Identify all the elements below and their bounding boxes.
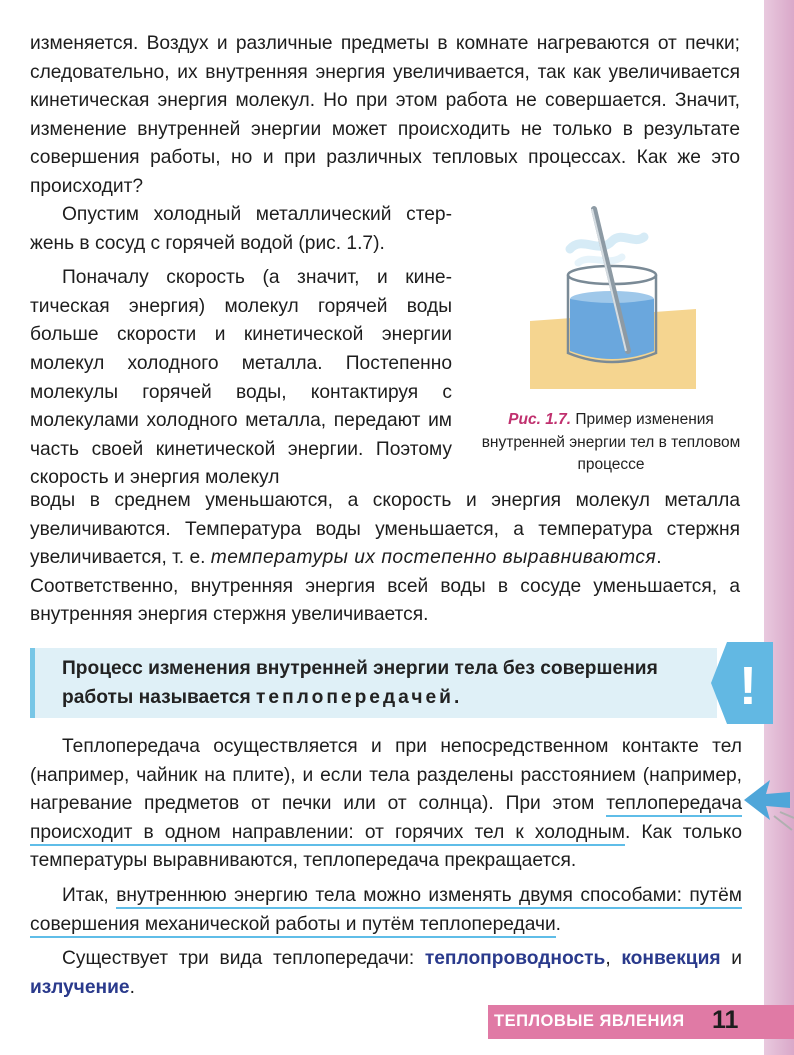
paragraph-temperature-end: . [656,547,662,569]
definition-start: Процесс изменения внутренней энергии тела без совершения работы называется [62,658,658,708]
types-end: . [129,976,135,998]
figure-beaker-illustration [530,205,696,389]
types-start: Существует три вида теплопередачи: [62,948,425,970]
arrow-ray [774,816,792,830]
definition-text [62,655,702,712]
types-and: и [720,948,742,970]
water [570,299,654,359]
paragraph-molecules: Поначалу скорость (а значит, и кинетическая энергия) молекул горячей воды больше скорости и кинетической энергии молекул холодного металла. Постепенно молекулы горячей воды, контактируя с молекулами холодного металла, передают им часть своей кинетической энергии. Поэтому скорость и энергия молекул [30,267,452,489]
underlined-statement: теплопередача происходит в одном направлении: от горячих тел к холодным [30,793,742,846]
text-block-top [30,30,740,202]
page-edge-strip [764,0,794,1055]
definition-end: . [453,686,460,708]
term-radiation: излучение [30,976,130,998]
arrow-ray [780,812,794,818]
text-block-continued [30,487,740,630]
heat-transfer-end: . Как только температуры выравниваются, теплопередача прекращается. [30,821,742,872]
steam [578,257,622,263]
paragraph-temperature-start: воды в среднем уменьшаются, а скорость и энергия молекул металла увеличиваются. Температура воды уменьшается, а температура стержня увеличивается, т. е. [30,490,740,569]
text-block-wrapped [30,201,452,493]
types-separator: , [605,948,622,970]
text-block-bottom [30,733,742,1002]
italic-emphasis: температуры их постепенно выравниваются [210,547,657,569]
paragraph-experiment: Опустим холодный металлический стержень в сосуд с горячей водой (рис. 1.7). [30,204,452,254]
steam [570,237,644,249]
term-convection: конвекция [621,948,721,970]
arrow-pointer-icon [744,776,794,832]
badge-symbol: ! [739,656,757,716]
exclamation-badge-icon [711,642,773,724]
conclusion-end: . [555,913,562,935]
page-number: 11 [712,1006,739,1034]
figure-caption-text: Пример изменения внутренней энергии тел в тепловом процессе [481,411,741,473]
figure-number: Рис. 1.7. [508,411,572,428]
definition-term: теплопередачей [256,686,454,708]
figure-caption [478,409,744,477]
footer-section-title: ТЕПЛОВЫЕ ЯВЛЕНИЯ [494,1012,685,1030]
paragraph-types [30,945,742,1002]
paragraph-conclusion [30,882,742,939]
paragraph-temperature [30,487,740,573]
conclusion-start: Итак, [62,884,117,906]
underlined-conclusion: внутреннюю энергию тела можно изменять двумя способами: путём совершения механической работы и путём теплопередачи [30,885,742,938]
paragraph-heat-transfer [30,733,742,876]
paragraph-energy: Соответственно, внутренняя энергия всей воды в сосуде уменьшается, а внутренняя энергия стержня увеличивается. [30,575,740,626]
paragraph-intro: изменяется. Воздух и различные предметы в комнате нагреваются от печки; следовательно, их внутренняя энергия увеличивается, так как увеличивается кинетическая энергия молекул. Но при этом работа не совершается. Значит, изменение внутренней энергии может происходить не только в результате совершения работы, но и при различных тепловых процессах. Как же это происходит? [30,33,740,197]
heat-transfer-start: Теплопередача осуществляется и при непосредственном контакте тел (например, чайник на плите), и если тела разделены расстоянием (например, нагревание предметов от печки или от солнца). При этом [30,736,742,815]
term-conduction: теплопроводность [424,948,606,970]
